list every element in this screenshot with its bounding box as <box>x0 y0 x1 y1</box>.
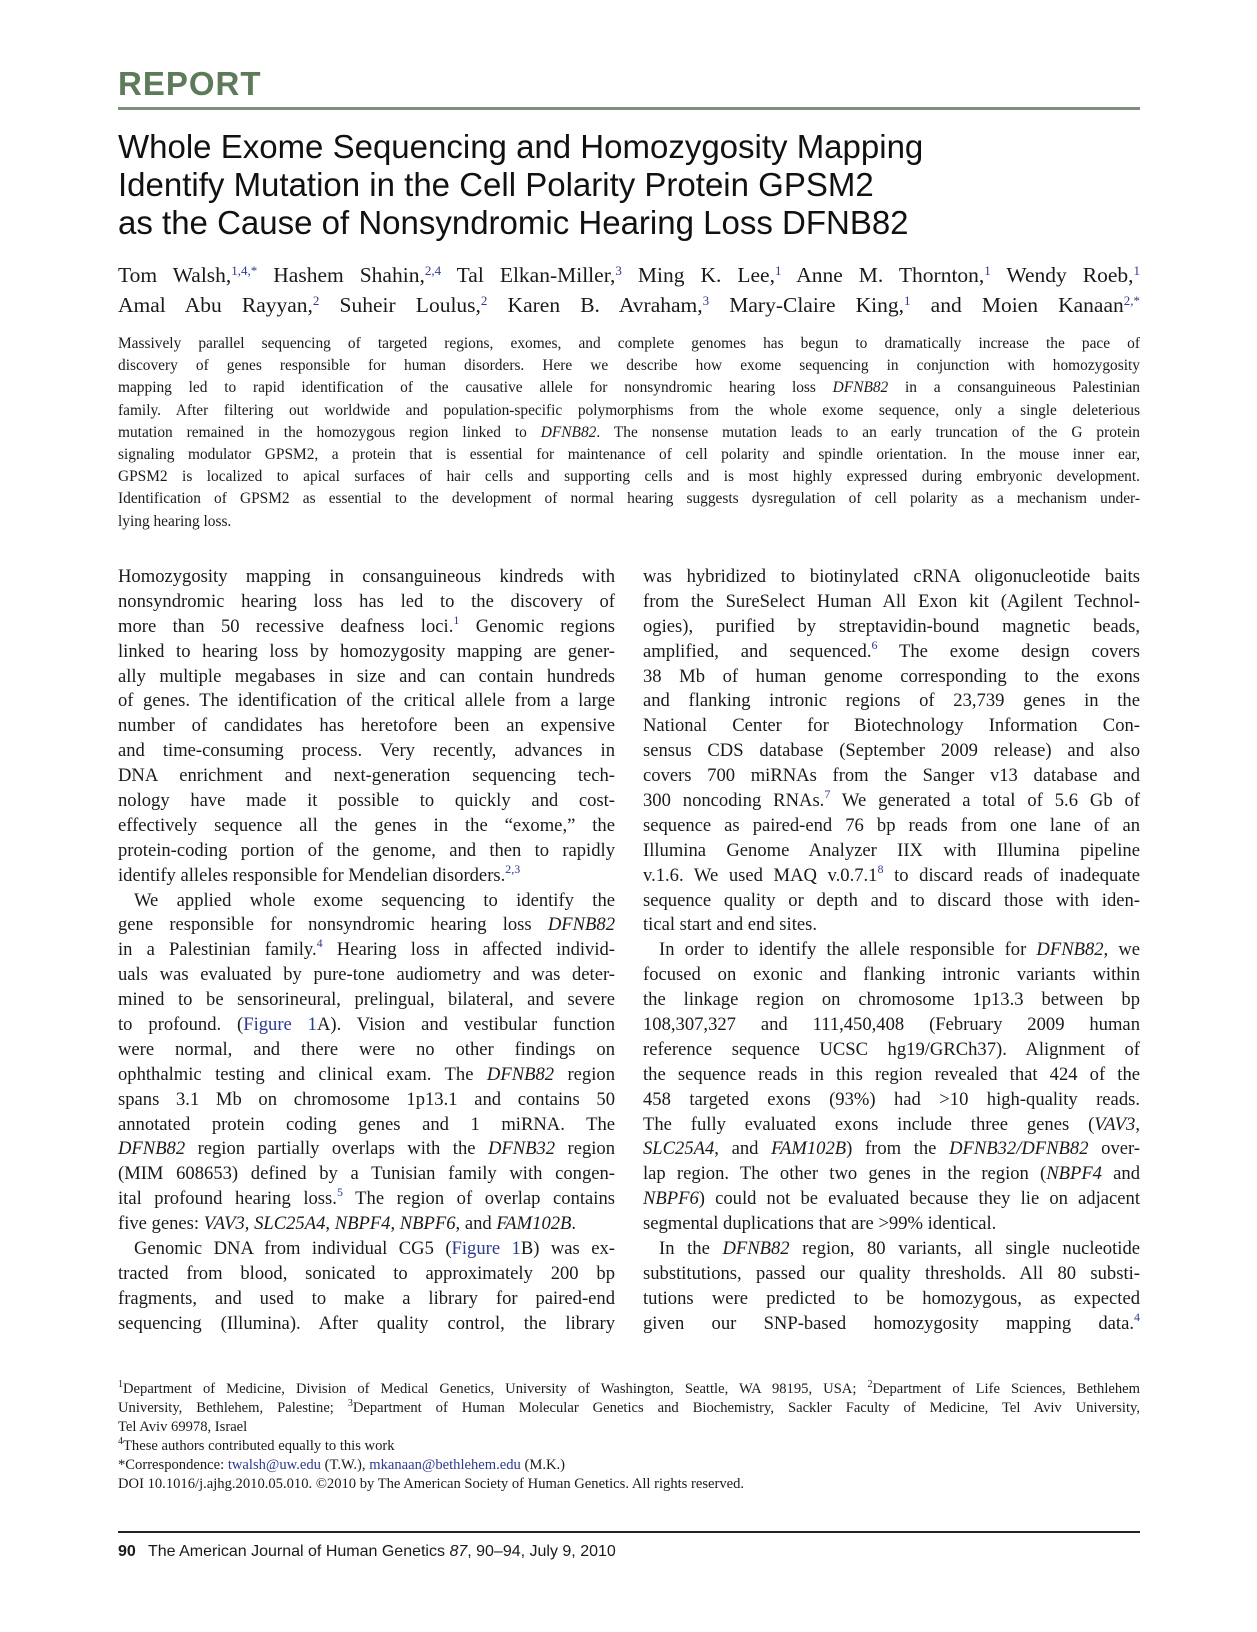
body-text-line: sequence as paired-end 76 bp reads from one lane of an <box>643 814 1140 836</box>
body-text-line: to profound. (Figure 1A). Vision and vestibular function <box>118 1014 615 1036</box>
title-line-1: Whole Exome Sequencing and Homozygosity Mapping <box>118 128 924 165</box>
body-text-line: (MIM 608653) defined by a Tunisian family with congen- <box>118 1163 615 1185</box>
body-text-line: reference sequence UCSC hg19/GRCh37). Alignment of <box>643 1038 1140 1060</box>
body-text-line: from the SureSelect Human All Exon kit (Agilent Technol- <box>643 590 1140 612</box>
body-text-line: ophthalmic testing and clinical exam. The DFNB82 region <box>118 1063 615 1085</box>
body-text-line: segmental duplications that are >99% identical. <box>643 1213 997 1235</box>
author-list <box>118 258 1140 318</box>
body-text-line: Genomic DNA from individual CG5 (Figure 1B) was ex- <box>134 1238 615 1260</box>
body-text-line: annotated protein coding genes and 1 miRNA. The <box>118 1113 615 1135</box>
body-text-line: lap region. The other two genes in the region (NBPF4 and <box>643 1163 1140 1185</box>
body-text-line: DNA enrichment and next-generation sequencing tech- <box>118 765 615 787</box>
equal-contribution-note: $^4$These authors contributed equally to this work <box>118 1436 395 1454</box>
body-text-line: spans 3.1 Mb on chromosome 1p13.1 and contains 50 <box>118 1088 615 1110</box>
body-text-line: number of candidates has heretofore been an expensive <box>118 715 615 737</box>
affiliations-footnote <box>118 1380 1140 1494</box>
abstract-line: discovery of genes responsible for human disorders. Here we describe how exome sequencing in conjunction with homozygosity <box>118 357 1140 375</box>
abstract-line: GPSM2 is localized to apical surfaces of hair cells and supporting cells and is most highly expressed during embryonic development. <box>118 468 1140 486</box>
body-text-line: the linkage region on chromosome 1p13.3 between bp <box>643 989 1140 1011</box>
inline-link[interactable]: Figure 1 <box>451 1238 521 1260</box>
body-text-line: mined to be sensorineural, prelingual, bilateral, and severe <box>118 989 615 1011</box>
abstract-line: mutation remained in the homozygous region linked to DFNB82. The nonsense mutation leads to an early truncation of the G protein <box>118 423 1140 441</box>
journal-name: The American Journal of Human Genetics <box>147 1543 450 1560</box>
pages-and-date: , 90–94, July 9, 2010 <box>467 1543 616 1560</box>
abstract-line: Identification of GPSM2 as essential to the development of normal hearing suggests dysregulation of cell polarity as a mechanism under- <box>118 490 1140 508</box>
body-text-line: identify alleles responsible for Mendelian disorders.$^{2,3}$ <box>118 861 521 886</box>
body-text-line: effectively sequence all the genes in the “exome,” the <box>118 814 615 836</box>
affiliation-line: University, Bethlehem, Palestine; $^3$Department of Human Molecular Genetics and Biochemistry, Sackler Faculty of Medicine, Tel Aviv University, <box>118 1398 1140 1416</box>
body-text-line: ital profound hearing loss.$^5$ The region of overlap contains <box>118 1185 616 1210</box>
body-text-line: The fully evaluated exons include three genes (VAV3, <box>643 1113 1140 1135</box>
body-text-line: of genes. The identification of the critical allele from a large <box>118 690 615 712</box>
page-footer <box>118 1542 616 1562</box>
title-line-2: Identify Mutation in the Cell Polarity Protein GPSM2 <box>118 166 874 203</box>
body-text-line: SLC25A4, and FAM102B) from the DFNB32/DFNB82 over- <box>643 1138 1141 1160</box>
abstract-line: family. After filtering out worldwide and population-specific polymorphisms from the whole exome sequence, only a single deleterious <box>118 401 1140 419</box>
header-rule <box>118 107 1140 110</box>
body-text-line: 108,307,327 and 111,450,408 (February 2009 human <box>643 1014 1140 1036</box>
body-text-line: sensus CDS database (September 2009 release) and also <box>643 740 1140 762</box>
affiliation-line: $^1$Department of Medicine, Division of Medical Genetics, University of Washington, Seattle, WA 98195, USA; $^2$Department of Life Sciences, Bethlehem <box>118 1379 1140 1397</box>
body-text-line: covers 700 miRNAs from the Sanger v13 database and <box>643 765 1140 787</box>
section-label: REPORT <box>118 65 262 102</box>
body-text-line: nonsyndromic hearing loss has led to the discovery of <box>118 590 615 612</box>
body-text-line: were normal, and there were no other findings on <box>118 1038 615 1060</box>
author-line-1: Tom Walsh,$^{1,4,*}$ Hashem Shahin,$^{2,4}$ Tal Elkan-Miller,$^3$ Ming K. Lee,$^1$ Anne M. Thornton,$^1$ Wendy Roeb,$^1$ <box>118 263 1141 287</box>
body-text-line: DFNB82 region partially overlaps with the DFNB32 region <box>118 1138 616 1160</box>
title-line-3: as the Cause of Nonsyndromic Hearing Loss DFNB82 <box>118 204 909 241</box>
abstract-line: mapping led to rapid identification of the causative allele for nonsyndromic hearing loss DFNB82 in a consanguineous Palestinian <box>118 379 1140 397</box>
body-text-line: v.1.6. We used MAQ v.0.7.1$^8$ to discard reads of inadequate <box>643 861 1140 886</box>
author-line-2: Amal Abu Rayyan,$^2$ Suheir Loulus,$^2$ Karen B. Avraham,$^3$ Mary-Claire King,$^1$ and Moien Kanaan$^{2,*}$ <box>118 293 1141 317</box>
page-number: 90 <box>118 1543 136 1560</box>
body-text-line: nology have made it possible to quickly and cost- <box>118 790 615 812</box>
body-text-line: sequence quality or depth and to discard those with iden- <box>643 889 1140 911</box>
correspondence-note: *Correspondence: twalsh@uw.edu (T.W.), mkanaan@bethlehem.edu (M.K.) <box>118 1457 566 1473</box>
abstract-line: signaling modulator GPSM2, a protein that is essential for maintenance of cell polarity and spindle orientation. In the mouse inner ear, <box>118 445 1140 463</box>
body-text-line: 38 Mb of human genome corresponding to the exons <box>643 665 1140 687</box>
body-text-line: was hybridized to biotinylated cRNA oligonucleotide baits <box>643 566 1140 587</box>
abstract <box>118 333 1140 533</box>
body-text-line: In the DFNB82 region, 80 variants, all single nucleotide <box>659 1238 1140 1260</box>
body-text-line: Illumina Genome Analyzer IIX with Illumina pipeline <box>643 839 1140 861</box>
affiliation-line: Tel Aviv 69978, Israel <box>118 1419 248 1435</box>
body-text-line: gene responsible for nonsyndromic hearing loss DFNB82 <box>118 914 615 936</box>
body-text-line: tracted from blood, sonicated to approximately 200 bp <box>118 1262 615 1284</box>
inline-link[interactable]: mkanaan@bethlehem.edu <box>369 1457 521 1473</box>
body-text-line: ogies), purified by streptavidin-bound magnetic beads, <box>643 615 1140 637</box>
inline-link[interactable]: Figure 1 <box>243 1014 317 1036</box>
body-text-line: linked to hearing loss by homozygosity mapping are gener- <box>118 640 615 662</box>
abstract-line: Massively parallel sequencing of targeted regions, exomes, and complete genomes has begun to dramatically increase the pace of <box>118 335 1140 352</box>
body-text-line: We applied whole exome sequencing to identify the <box>134 889 615 911</box>
body-column-right <box>643 565 1140 1337</box>
body-column-left <box>118 565 615 1337</box>
body-text-line: in a Palestinian family.$^4$ Hearing loss in affected individ- <box>118 936 615 961</box>
body-text-line: 300 noncoding RNAs.$^7$ We generated a total of 5.6 Gb of <box>643 787 1140 812</box>
body-text-line: tutions were predicted to be homozygous, as expected <box>643 1287 1140 1309</box>
footer-rule <box>118 1531 1140 1533</box>
body-text-line: five genes: VAV3, SLC25A4, NBPF4, NBPF6, and FAM102B. <box>118 1213 577 1235</box>
body-text-line: Homozygosity mapping in consanguineous kindreds with <box>118 566 615 587</box>
abstract-line: lying hearing loss. <box>118 512 232 530</box>
body-text-line: more than 50 recessive deafness loci.$^1$ Genomic regions <box>118 612 615 637</box>
inline-link[interactable]: twalsh@uw.edu <box>227 1457 321 1473</box>
body-text-line: substitutions, passed our quality thresholds. All 80 substi- <box>643 1262 1140 1284</box>
body-text-line: National Center for Biotechnology Information Con- <box>643 715 1140 737</box>
body-text-line: NBPF6) could not be evaluated because they lie on adjacent <box>643 1188 1140 1210</box>
body-text-line: uals was evaluated by pure-tone audiometry and was deter- <box>118 964 615 986</box>
body-text-line: In order to identify the allele responsible for DFNB82, we <box>659 939 1141 961</box>
body-text-line: 458 targeted exons (93%) had >10 high-quality reads. <box>643 1088 1140 1110</box>
body-text-line: fragments, and used to make a library for paired-end <box>118 1287 615 1309</box>
body-text-line: amplified, and sequenced.$^6$ The exome design covers <box>643 637 1140 662</box>
body-text-line: protein-coding portion of the genome, and then to rapidly <box>118 839 615 861</box>
body-text-line: sequencing (Illumina). After quality control, the library <box>118 1312 615 1334</box>
doi-copyright: DOI 10.1016/j.ajhg.2010.05.010. ©2010 by The American Society of Human Genetics. All rights reserved. <box>118 1476 745 1492</box>
body-text-line: and flanking intronic regions of 23,739 genes in the <box>643 690 1140 712</box>
body-text-line: focused on exonic and flanking intronic variants within <box>643 964 1140 986</box>
journal-volume: 87 <box>449 1543 468 1560</box>
body-text-line: given our SNP-based homozygosity mapping data.$^4$ <box>643 1309 1140 1334</box>
body-text-line: the sequence reads in this region revealed that 424 of the <box>643 1063 1140 1085</box>
body-text-line: tical start and end sites. <box>643 914 818 936</box>
page-header <box>118 64 1140 110</box>
body-text-line: ally multiple megabases in size and can contain hundreds <box>118 665 615 687</box>
article-title <box>118 128 1118 242</box>
body-text-line: and time-consuming process. Very recently, advances in <box>118 740 615 762</box>
